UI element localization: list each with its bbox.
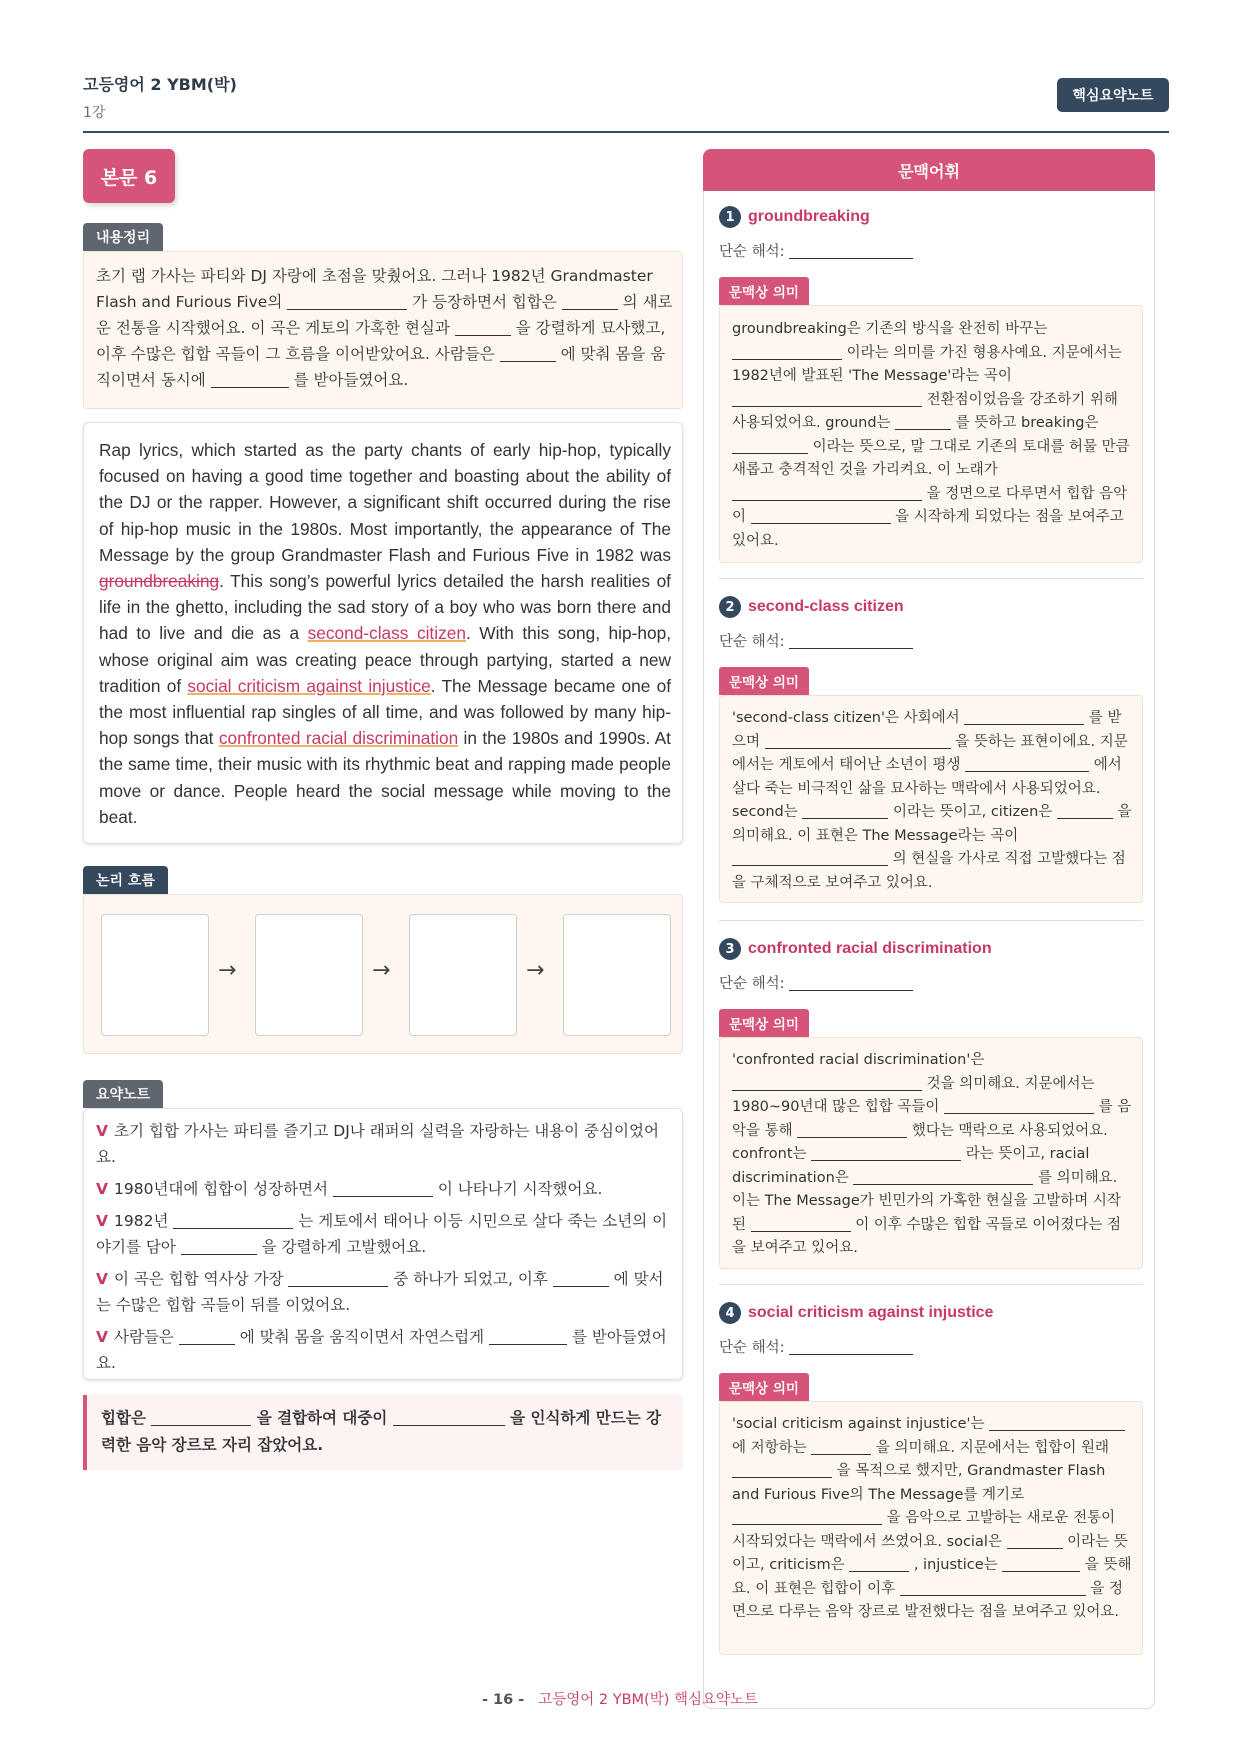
vocab-word: groundbreaking — [748, 208, 870, 225]
note-type-badge: 핵심요약노트 — [1057, 78, 1169, 112]
note-item-5: V 사람들은 에 맞춰 몸을 움직이면서 자연스럽게 를 받아들였어요. — [96, 1324, 676, 1376]
flow-card-4[interactable] — [563, 914, 671, 1036]
context-text: 'second-class citizen'은 사회에서 를 받으며 을 뜻하는 표현이에요. 지문에서는 게토에서 태어난 소년이 평생 에서 살다 죽는 비극적인 삶을 묘사하는 맥락에서 사용되었어요. second는 이라는 뜻이고, citizen은 을 의미해요. 이 표현은 The Message라는 곡이 의 현실을 가사로 직접 고발했다는 점을 구체적으로 보여주고 있어요. — [732, 710, 1132, 891]
passage-text: Rap lyrics, which started as the party chants of early hip-hop, typically focused on having a good time together and boasting about the ability of the DJ or the rapper. However, a significant shift occurred during the rise of hip-hop music in the 1980s. Most importantly, the appearance of The Message by the group Grandmaster Flash and Furious Five in 1982 was groundbreaking. This song’s powerful lyrics detailed the harsh realities of life in the ghetto, including the sad story of a boy who was born there and had to live and die as a second-class citizen. With this song, hip-hop, whose original aim was creating peace through partying, started a new tradition of social criticism against injustice. The Message became one of the most influential rap singles of all time, and was followed by many hip-hop songs that confronted racial discrimination in the 1980s and 1990s. At the same time, their music with its rhythmic beat and rapping made people move or dance. People heard the social message while moving to the beat. — [99, 440, 672, 827]
vocab-word: confronted racial discrimination — [748, 940, 992, 957]
page-footer — [0, 1688, 1240, 1709]
blank[interactable] — [1002, 1557, 1080, 1572]
simple-meaning: 단순 해석: — [719, 240, 913, 261]
blank[interactable] — [732, 1510, 882, 1525]
blank[interactable] — [849, 1557, 909, 1572]
blank[interactable] — [811, 1440, 871, 1455]
highlight-groundbreaking: groundbreaking — [99, 571, 220, 592]
blank[interactable] — [500, 347, 556, 362]
blank[interactable] — [287, 295, 407, 310]
blank[interactable] — [797, 1123, 907, 1138]
blank[interactable] — [732, 392, 922, 407]
flow-tag: 논리 흐름 — [83, 866, 168, 894]
blank[interactable] — [853, 1170, 1033, 1185]
divider — [719, 920, 1143, 921]
blank[interactable] — [751, 1217, 851, 1232]
blank[interactable] — [562, 295, 618, 310]
page-number: - 16 - — [481, 1692, 525, 1708]
context-tag: 문맥상 의미 — [719, 667, 809, 695]
context-tag: 문맥상 의미 — [719, 277, 809, 305]
blank[interactable] — [151, 1411, 251, 1426]
context-text: 'social criticism against injustice'는 에 저항하는 을 의미해요. 지문에서는 힙합이 원래 을 목적으로 했지만, Grandmaster Flash and Furious Five의 The Message를 계기로 을 음악으로 고발하는 새로운 전통이 시작되었다는 맥락에서 쓰였어요. social은 이라는 뜻이고, criticism은 , injustice는 을 뜻해요. 이 표현은 힙합이 이후 을 정면으로 다루는 음악 장르로 발전했다는 점을 보여주고 있어요. — [732, 1416, 1132, 1620]
document-title: 고등영어 2 YBM(박) — [83, 75, 237, 94]
blank[interactable] — [944, 1099, 1094, 1114]
simple-meaning: 단순 해석: — [719, 630, 913, 651]
blank[interactable] — [393, 1411, 505, 1426]
highlight-social-criticism: social criticism against injustice — [187, 675, 431, 696]
flow-card-3[interactable] — [409, 914, 517, 1036]
blank[interactable] — [1007, 1534, 1063, 1549]
header-divider — [83, 131, 1169, 133]
divider — [719, 578, 1143, 579]
blank[interactable] — [732, 345, 842, 360]
blank[interactable] — [455, 321, 511, 336]
context-tag: 문맥상 의미 — [719, 1009, 809, 1037]
item-number: 4 — [719, 1302, 741, 1324]
vocab-word: second-class citizen — [748, 598, 904, 615]
check-icon: V — [96, 1270, 108, 1288]
blank[interactable] — [789, 1340, 913, 1355]
note-item-3: V 1982년 는 게토에서 태어나 이등 시민으로 살다 죽는 소년의 이야기를 담아 을 강렬하게 고발했어요. — [96, 1208, 676, 1260]
blank[interactable] — [211, 373, 289, 388]
note-item-1: V 초기 힙합 가사는 파티를 즐기고 DJ나 래퍼의 실력을 자랑하는 내용이 중심이었어요. — [96, 1118, 676, 1170]
blank[interactable] — [179, 1330, 235, 1345]
item-number: 3 — [719, 938, 741, 960]
blank[interactable] — [732, 1076, 922, 1091]
arrow-right-icon: → — [372, 958, 391, 983]
blank[interactable] — [895, 415, 951, 430]
vocab-item-1-header — [719, 206, 870, 228]
vocab-item-3-header — [719, 938, 992, 960]
blank[interactable] — [333, 1182, 433, 1197]
footer-title: 고등영어 2 YBM(박) 핵심요약노트 — [538, 1692, 759, 1708]
blank[interactable] — [1057, 804, 1113, 819]
blank[interactable] — [789, 634, 913, 649]
check-icon: V — [96, 1212, 108, 1230]
blank[interactable] — [964, 710, 1084, 725]
vocab-item-2-header — [719, 596, 904, 618]
check-icon: V — [96, 1328, 108, 1346]
blank[interactable] — [732, 439, 808, 454]
simple-meaning: 단순 해석: — [719, 1336, 913, 1357]
blank[interactable] — [900, 1581, 1086, 1596]
key-point-text: 힙합은 을 결합하여 대중이 을 인식하게 만드는 강력한 음악 장르로 자리 잡았어요. — [101, 1409, 662, 1454]
simple-meaning: 단순 해석: — [719, 972, 913, 993]
notes-tag: 요약노트 — [83, 1080, 163, 1108]
arrow-right-icon: → — [526, 958, 545, 983]
note-item-2: V 1980년대에 힙합이 성장하면서 이 나타나기 시작했어요. — [96, 1176, 676, 1202]
summary-text: 초기 랩 가사는 파티와 DJ 자랑에 초점을 맞췄어요. 그러나 1982년 Grandmaster Flash and Furious Five의 가 등장하면서 힙합은 의 새로운 전통을 시작했어요. 이 곡은 게토의 가혹한 현실과 을 강렬하게 묘사했고, 이후 수많은 힙합 곡들이 그 흐름을 이어받았어요. 사람들은 에 맞춰 몸을 움직이면서 동시에 를 받아들였어요. — [96, 267, 673, 389]
blank[interactable] — [751, 509, 891, 524]
context-tag: 문맥상 의미 — [719, 1373, 809, 1401]
check-icon: V — [96, 1122, 108, 1140]
blank[interactable] — [789, 244, 913, 259]
vocab-panel-title: 문맥어휘 — [703, 149, 1155, 191]
blank[interactable] — [811, 1146, 961, 1161]
blank[interactable] — [765, 734, 951, 749]
blank[interactable] — [789, 976, 913, 991]
blank[interactable] — [802, 804, 888, 819]
context-text: 'confronted racial discrimination'은 것을 의미해요. 지문에서는 1980~90년대 많은 힙합 곡들이 를 음악을 통해 했다는 맥락으로 사용되었어요. confront는 라는 뜻이고, racial discrimination은 를 의미해요. 이는 The Message가 빈민가의 가혹한 현실을 고발하며 시작된 이 이후 수많은 힙합 곡들로 이어졌다는 점을 보여주고 있어요. — [732, 1052, 1132, 1256]
highlight-second-class-citizen: second-class citizen — [307, 623, 466, 644]
blank[interactable] — [732, 1463, 832, 1478]
blank[interactable] — [173, 1214, 293, 1229]
item-number: 1 — [719, 206, 741, 228]
blank[interactable] — [181, 1240, 257, 1255]
context-text: groundbreaking은 기존의 방식을 완전히 바꾸는 이라는 의미를 가진 형용사예요. 지문에서는 1982년에 발표된 'The Message'라는 곡이 전환점이었음을 강조하기 위해 사용되었어요. ground는 를 뜻하고 breaking은 이라는 뜻으로, 말 그대로 기존의 토대를 허물 만큼 새롭고 충격적인 것을 가리켜요. 이 노래가 을 정면으로 다루면서 힙합 음악이 을 시작하게 되었다는 점을 보여주고 있어요. — [732, 321, 1130, 549]
note-item-4: V 이 곡은 힙합 역사상 가장 중 하나가 되었고, 이후 에 맞서는 수많은 힙합 곡들이 뒤를 이었어요. — [96, 1266, 676, 1318]
summary-tag: 내용정리 — [83, 223, 163, 251]
blank[interactable] — [965, 757, 1089, 772]
vocab-item-4-header — [719, 1302, 993, 1324]
section-label: 본문 6 — [83, 149, 175, 203]
blank[interactable] — [553, 1272, 609, 1287]
blank[interactable] — [732, 486, 922, 501]
check-icon: V — [96, 1180, 108, 1198]
vocab-word: social criticism against injustice — [748, 1304, 994, 1321]
item-number: 2 — [719, 596, 741, 618]
flow-card-1[interactable] — [101, 914, 209, 1036]
highlight-confronted-discrimination: confronted racial discrimination — [218, 728, 459, 749]
flow-card-2[interactable] — [255, 914, 363, 1036]
lesson-number: 1강 — [83, 105, 106, 121]
blank[interactable] — [489, 1330, 567, 1345]
blank[interactable] — [288, 1272, 388, 1287]
blank[interactable] — [989, 1416, 1125, 1431]
blank[interactable] — [732, 851, 888, 866]
divider — [719, 1284, 1143, 1285]
arrow-right-icon: → — [218, 958, 237, 983]
